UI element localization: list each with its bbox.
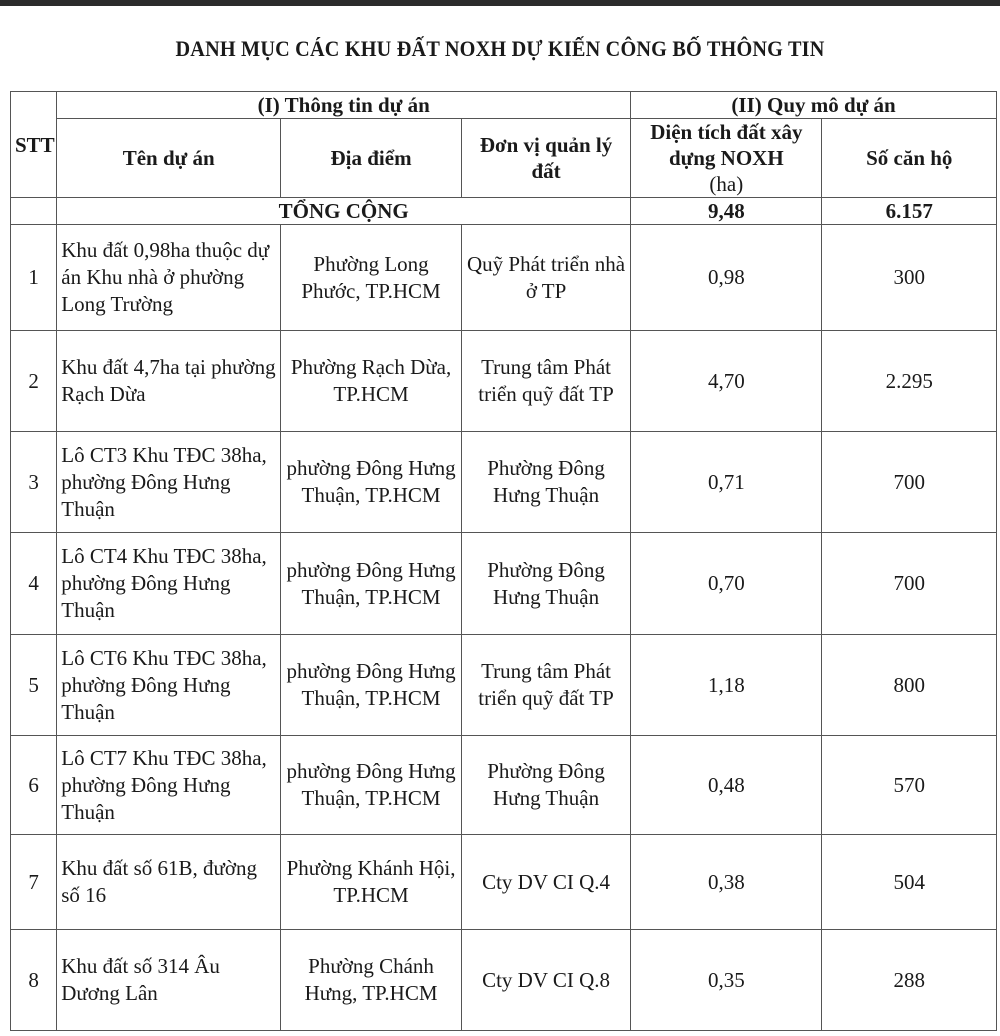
- table-row: [11, 331, 997, 432]
- header-manager: Đơn vị quản lý đất: [461, 119, 630, 198]
- row-units: 700: [822, 432, 997, 533]
- row-stt: 3: [11, 432, 57, 533]
- header-group-scale: (II) Quy mô dự án: [631, 92, 997, 119]
- row-units: 504: [822, 835, 997, 930]
- row-location: phường Đông Hưng Thuận, TP.HCM: [281, 432, 462, 533]
- row-units: 570: [822, 736, 997, 835]
- header-area: [631, 119, 822, 198]
- header-area-unit: (ha): [709, 172, 744, 196]
- row-stt: 1: [11, 225, 57, 331]
- total-label: TỔNG CỘNG: [57, 198, 631, 225]
- header-area-label: Diện tích đất xây dựng NOXH: [650, 120, 803, 170]
- header-group-info: (I) Thông tin dự án: [57, 92, 631, 119]
- header-units: Số căn hộ: [822, 119, 997, 198]
- row-name: Lô CT7 Khu TĐC 38ha, phường Đông Hưng Thuận: [57, 736, 281, 835]
- row-area: 4,70: [631, 331, 822, 432]
- row-stt: 2: [11, 331, 57, 432]
- total-area: 9,48: [631, 198, 822, 225]
- row-manager: Trung tâm Phát triển quỹ đất TP: [461, 635, 630, 736]
- header-group-row: [11, 92, 997, 119]
- row-name: Khu đất số 314 Âu Dương Lân: [57, 930, 281, 1031]
- table-row: [11, 635, 997, 736]
- row-name: Khu đất 4,7ha tại phường Rạch Dừa: [57, 331, 281, 432]
- top-bar: [0, 0, 1000, 6]
- table-row: [11, 736, 997, 835]
- header-name: Tên dự án: [57, 119, 281, 198]
- row-name: Lô CT4 Khu TĐC 38ha, phường Đông Hưng Thuận: [57, 533, 281, 635]
- row-location: Phường Khánh Hội, TP.HCM: [281, 835, 462, 930]
- row-units: 700: [822, 533, 997, 635]
- row-area: 0,38: [631, 835, 822, 930]
- row-location: Phường Long Phước, TP.HCM: [281, 225, 462, 331]
- row-manager: Cty DV CI Q.4: [461, 835, 630, 930]
- row-name: Khu đất số 61B, đường số 16: [57, 835, 281, 930]
- row-units: 2.295: [822, 331, 997, 432]
- row-location: Phường Chánh Hưng, TP.HCM: [281, 930, 462, 1031]
- row-area: 0,71: [631, 432, 822, 533]
- row-manager: Phường Đông Hưng Thuận: [461, 533, 630, 635]
- row-units: 288: [822, 930, 997, 1031]
- row-location: phường Đông Hưng Thuận, TP.HCM: [281, 736, 462, 835]
- row-location: Phường Rạch Dừa, TP.HCM: [281, 331, 462, 432]
- row-name: Khu đất 0,98ha thuộc dự án Khu nhà ở phường Long Trường: [57, 225, 281, 331]
- row-manager: Cty DV CI Q.8: [461, 930, 630, 1031]
- table-row: [11, 835, 997, 930]
- header-stt: STT: [11, 92, 57, 198]
- total-units: 6.157: [822, 198, 997, 225]
- row-manager: Quỹ Phát triển nhà ở TP: [461, 225, 630, 331]
- table-row: [11, 432, 997, 533]
- table-row: [11, 930, 997, 1031]
- table-row: [11, 533, 997, 635]
- row-location: phường Đông Hưng Thuận, TP.HCM: [281, 635, 462, 736]
- header-columns-row: [11, 119, 997, 198]
- header-location: Địa điểm: [281, 119, 462, 198]
- row-area: 1,18: [631, 635, 822, 736]
- document-title: DANH MỤC CÁC KHU ĐẤT NOXH DỰ KIẾN CÔNG BỐ THÔNG TIN: [175, 36, 825, 61]
- row-location: phường Đông Hưng Thuận, TP.HCM: [281, 533, 462, 635]
- row-units: 800: [822, 635, 997, 736]
- row-name: Lô CT6 Khu TĐC 38ha, phường Đông Hưng Thuận: [57, 635, 281, 736]
- row-name: Lô CT3 Khu TĐC 38ha, phường Đông Hưng Thuận: [57, 432, 281, 533]
- land-list-table: [10, 91, 997, 1031]
- row-manager: Phường Đông Hưng Thuận: [461, 736, 630, 835]
- row-area: 0,98: [631, 225, 822, 331]
- total-stt: [11, 198, 57, 225]
- row-stt: 7: [11, 835, 57, 930]
- row-stt: 6: [11, 736, 57, 835]
- table-row: [11, 225, 997, 331]
- total-row: [11, 198, 997, 225]
- row-area: 0,35: [631, 930, 822, 1031]
- row-stt: 8: [11, 930, 57, 1031]
- row-manager: Trung tâm Phát triển quỹ đất TP: [461, 331, 630, 432]
- row-units: 300: [822, 225, 997, 331]
- row-manager: Phường Đông Hưng Thuận: [461, 432, 630, 533]
- row-area: 0,70: [631, 533, 822, 635]
- row-stt: 5: [11, 635, 57, 736]
- row-stt: 4: [11, 533, 57, 635]
- row-area: 0,48: [631, 736, 822, 835]
